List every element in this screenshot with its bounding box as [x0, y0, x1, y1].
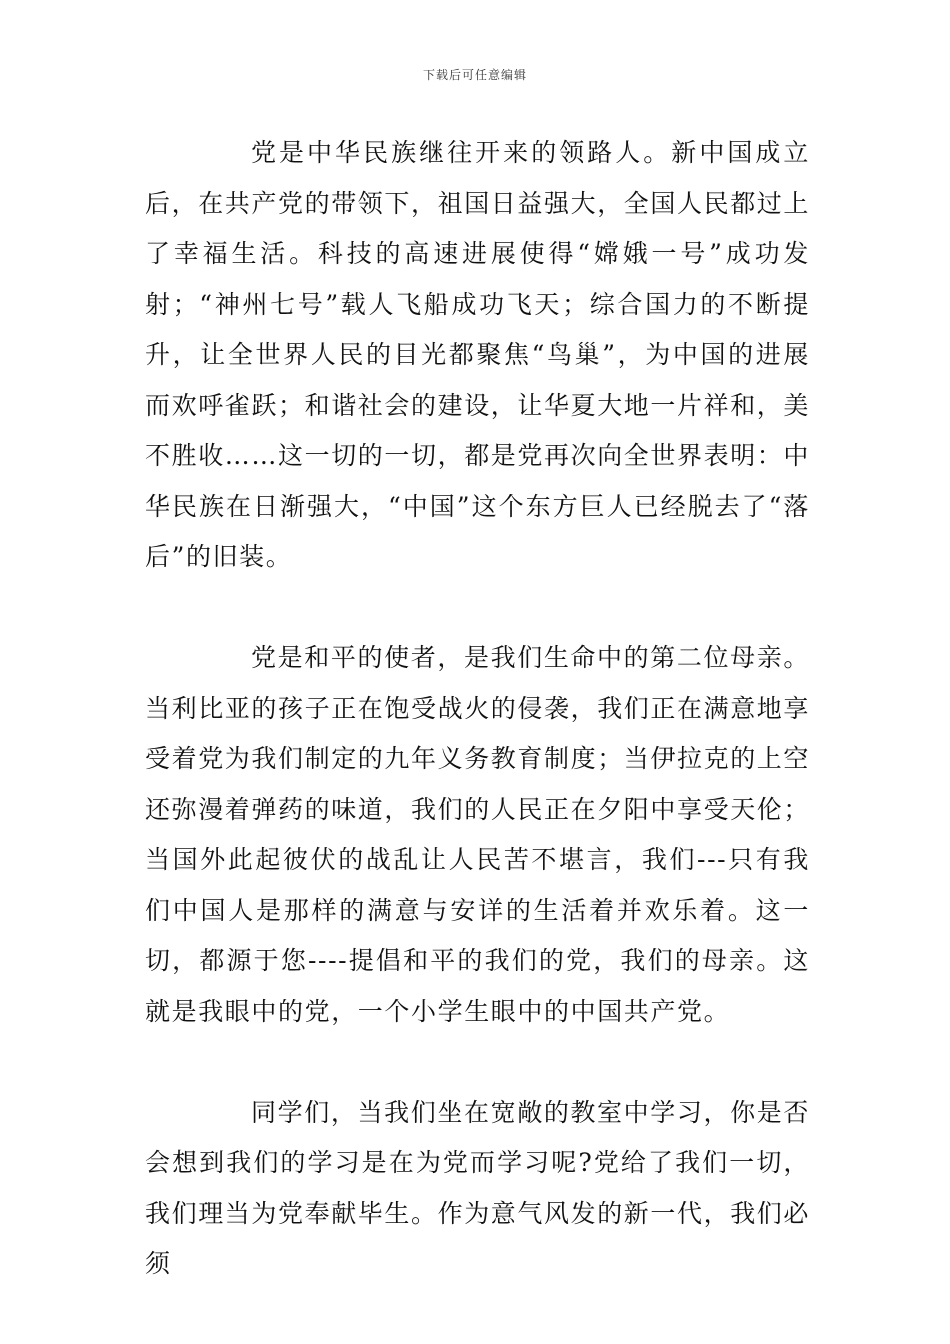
paragraph-3: 同学们，当我们坐在宽敞的教室中学习，你是否会想到我们的学习是在为党而学习呢?党给了我们一切，我们理当为党奉献毕生。作为意气风发的新一代，我们必须 — [145, 1097, 811, 1278]
paragraph-2: 党是和平的使者，是我们生命中的第二位母亲。当利比亚的孩子正在饱受战火的侵袭，我们正在满意地享受着党为我们制定的九年义务教育制度；当伊拉克的上空还弥漫着弹药的味道，我们的人民正在夕阳中享受天伦；当国外此起彼伏的战乱让人民苦不堪言，我们---只有我们中国人是那样的满意与安详的生活着并欢乐着。这一切，都源于您----提倡和平的我们的党，我们的母亲。这就是我眼中的党，一个小学生眼中的中国共产党。 — [145, 643, 811, 1026]
header-note: 下载后可任意编辑 — [422, 68, 527, 82]
paragraph-1: 党是中华民族继往开来的领路人。新中国成立后，在共产党的带领下，祖国日益强大，全国人民都过上了幸福生活。科技的高速进展使得“嫦娥一号”成功发射；“神州七号”载人飞船成功飞天；综合国力的不断提升，让全世界人民的目光都聚焦“鸟巢”，为中国的进展而欢呼雀跃；和谐社会的建设，让华夏大地一片祥和，美不胜收……这一切的一切，都是党再次向全世界表明：中华民族在日渐强大，“中国”这个东方巨人已经脱去了“落后”的旧装。 — [145, 138, 811, 571]
document-body — [145, 128, 810, 1290]
